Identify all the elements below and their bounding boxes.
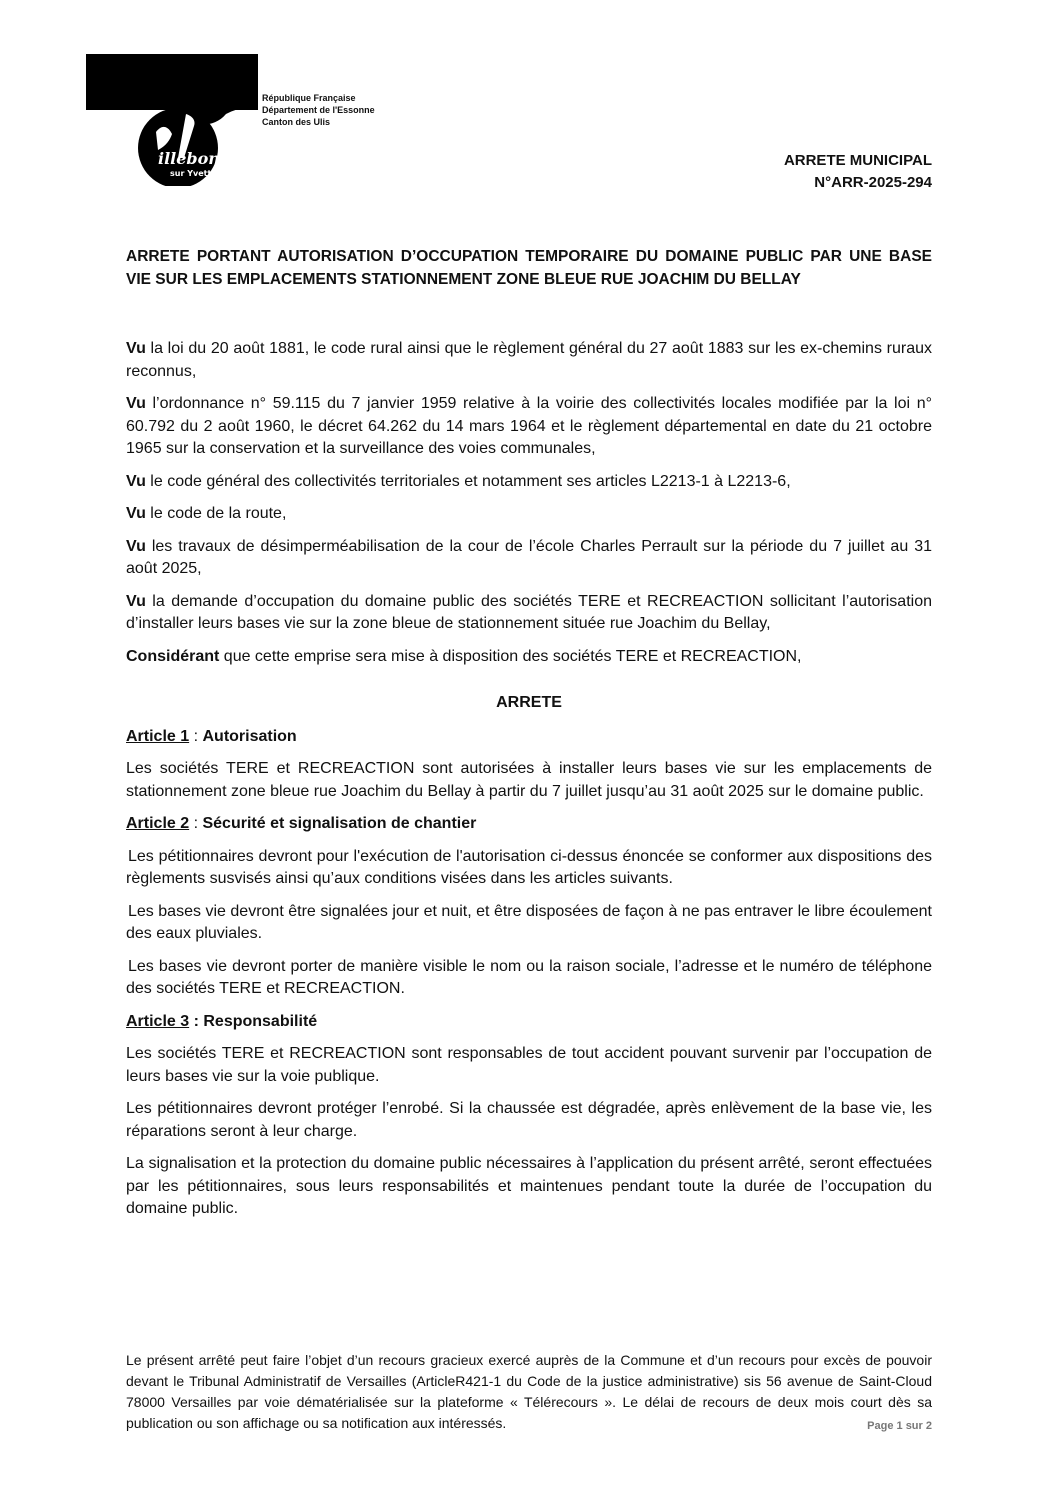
vu-lead: Vu: [126, 395, 146, 412]
administrative-header: [262, 92, 375, 128]
svg-text:sur Yvette: sur Yvette: [170, 169, 217, 178]
arrete-label: ARRETE MUNICIPAL: [783, 152, 932, 169]
article-3-heading: [126, 1011, 932, 1034]
vu-text: l’ordonnance n° 59.115 du 7 janvier 1959 relative à la voirie des collectivités locales modifiée par la loi n° 60.792 du 2 août 1960, le décret 64.262 du 14 mars 1964 et le règlement départemental en date du 21 octobre 1965 sur la conservation et la surveillance des voies communales,: [126, 395, 932, 457]
svg-text:illebon: illebon: [158, 149, 220, 168]
article-3-paragraph: La signalisation et la protection du domaine public nécessaires à l’application du présent arrêté, seront effectuées par les pétitionnaires, sous leurs responsabilités et maintenues pendant toute la durée de l’occupation du domaine public.: [126, 1155, 932, 1217]
article-1-paragraph: Les sociétés TERE et RECREACTION sont autorisées à installer leurs bases vie sur les emplacements de stationnement zone bleue rue Joachim du Bellay à partir du 7 juillet jusqu’au 31 août 2025 sur le domaine public.: [126, 760, 932, 800]
arrete-number: N°ARR-2025-294: [814, 174, 932, 191]
document-body: [126, 338, 932, 1231]
vu-text: le code de la route,: [145, 505, 287, 522]
article-3-title: Responsabilité: [203, 1012, 318, 1030]
document-title: ARRETE PORTANT AUTORISATION D’OCCUPATION TEMPORAIRE DU DOMAINE PUBLIC PAR UNE BASE VIE SUR LES EMPLACEMENTS STATIONNEMENT ZONE BLEUE RUE JOACHIM DU BELLAY: [126, 248, 932, 288]
arrete-heading: ARRETE: [496, 694, 562, 711]
article-3-paragraph: Les pétitionnaires devront protéger l’enrobé. Si la chaussée est dégradée, après enlèvement de la base vie, les réparations seront à leur charge.: [126, 1100, 932, 1140]
vu-lead: Vu: [126, 537, 146, 555]
vu-text: les travaux de désimperméabilisation de la cour de l’école Charles Perrault sur la période du 7 juillet au 31 août 2025,: [126, 537, 932, 577]
town-logo: [86, 54, 258, 186]
article-separator: :: [189, 1012, 204, 1030]
article-1-label: Article 1: [126, 727, 190, 745]
vu-text: la demande d’occupation du domaine public des sociétés TERE et RECREACTION sollicitant l’autorisation d’installer leurs bases vie sur la zone bleue de stationnement située rue Joachim du Bellay,: [126, 592, 932, 632]
arrete-reference: [784, 150, 932, 194]
article-1-title: Autorisation: [202, 727, 297, 745]
article-3-paragraph: Les sociétés TERE et RECREACTION sont responsables de tout accident pouvant survenir par l’occupation de leurs bases vie sur la voie publique.: [126, 1045, 932, 1085]
considerant-lead: Considérant: [126, 647, 220, 665]
legal-footer: Le présent arrêté peut faire l’objet d’un recours gracieux exercé auprès de la Commune et d’un recours pour excès de pouvoir devant le Tribunal Administratif de Versailles (ArticleR421-1 du Code de la justice administrative) sis 56 avenue de Saint-Cloud 78000 Versailles par voie dématérialisée sur la plateforme « Télérecours ». Le délai de recours de deux mois court dès sa publication ou son affichage ou sa notification aux intéressés.: [126, 1352, 932, 1431]
considerant-text: que cette emprise sera mise à disposition des sociétés TERE et RECREACTION,: [219, 647, 802, 665]
vu-paragraph: [126, 591, 932, 636]
article-3-label: Article 3: [126, 1012, 190, 1030]
admin-line-canton: Canton des Ulis: [262, 117, 331, 127]
vu-paragraph: [126, 536, 932, 581]
vu-lead: Vu: [126, 340, 146, 357]
article-separator: :: [189, 727, 203, 745]
vu-paragraph: [126, 503, 932, 526]
page-number: Page 1 sur 2: [867, 1420, 932, 1432]
article-2-label: Article 2: [126, 815, 190, 832]
vu-lead: Vu: [126, 472, 146, 490]
vu-text: le code général des collectivités territoriales et notamment ses articles L2213-1 à L2213-6,: [145, 472, 791, 490]
vu-lead: Vu: [126, 505, 146, 522]
article-1-heading: [126, 726, 932, 749]
vu-paragraph: [126, 393, 932, 461]
article-separator: :: [189, 815, 203, 832]
admin-line-departement: Département de l'Essonne: [262, 105, 375, 115]
vu-lead: Vu: [126, 592, 146, 610]
considerant-paragraph: [126, 646, 932, 669]
vu-text: la loi du 20 août 1881, le code rural ainsi que le règlement général du 27 août 1883 sur les ex-chemins ruraux reconnus,: [126, 340, 932, 380]
article-2-paragraph: Les bases vie devront porter de manière visible le nom ou la raison sociale, l’adresse et le numéro de téléphone des sociétés TERE et RECREACTION.: [126, 957, 932, 997]
article-2-paragraph: Les bases vie devront être signalées jour et nuit, et être disposées de façon à ne pas entraver le libre écoulement des eaux pluviales.: [126, 902, 932, 942]
vu-paragraph: [126, 338, 932, 383]
article-2-title: Sécurité et signalisation de chantier: [202, 815, 477, 832]
vu-paragraph: [126, 471, 932, 494]
article-2-heading: [126, 813, 932, 836]
admin-line-republique: République Française: [262, 93, 356, 103]
article-2-paragraph: Les pétitionnaires devront pour l'exécution de l'autorisation ci-dessus énoncée se conformer aux dispositions des règlements susvisés ainsi qu’aux conditions visées dans les articles suivants.: [126, 847, 932, 887]
